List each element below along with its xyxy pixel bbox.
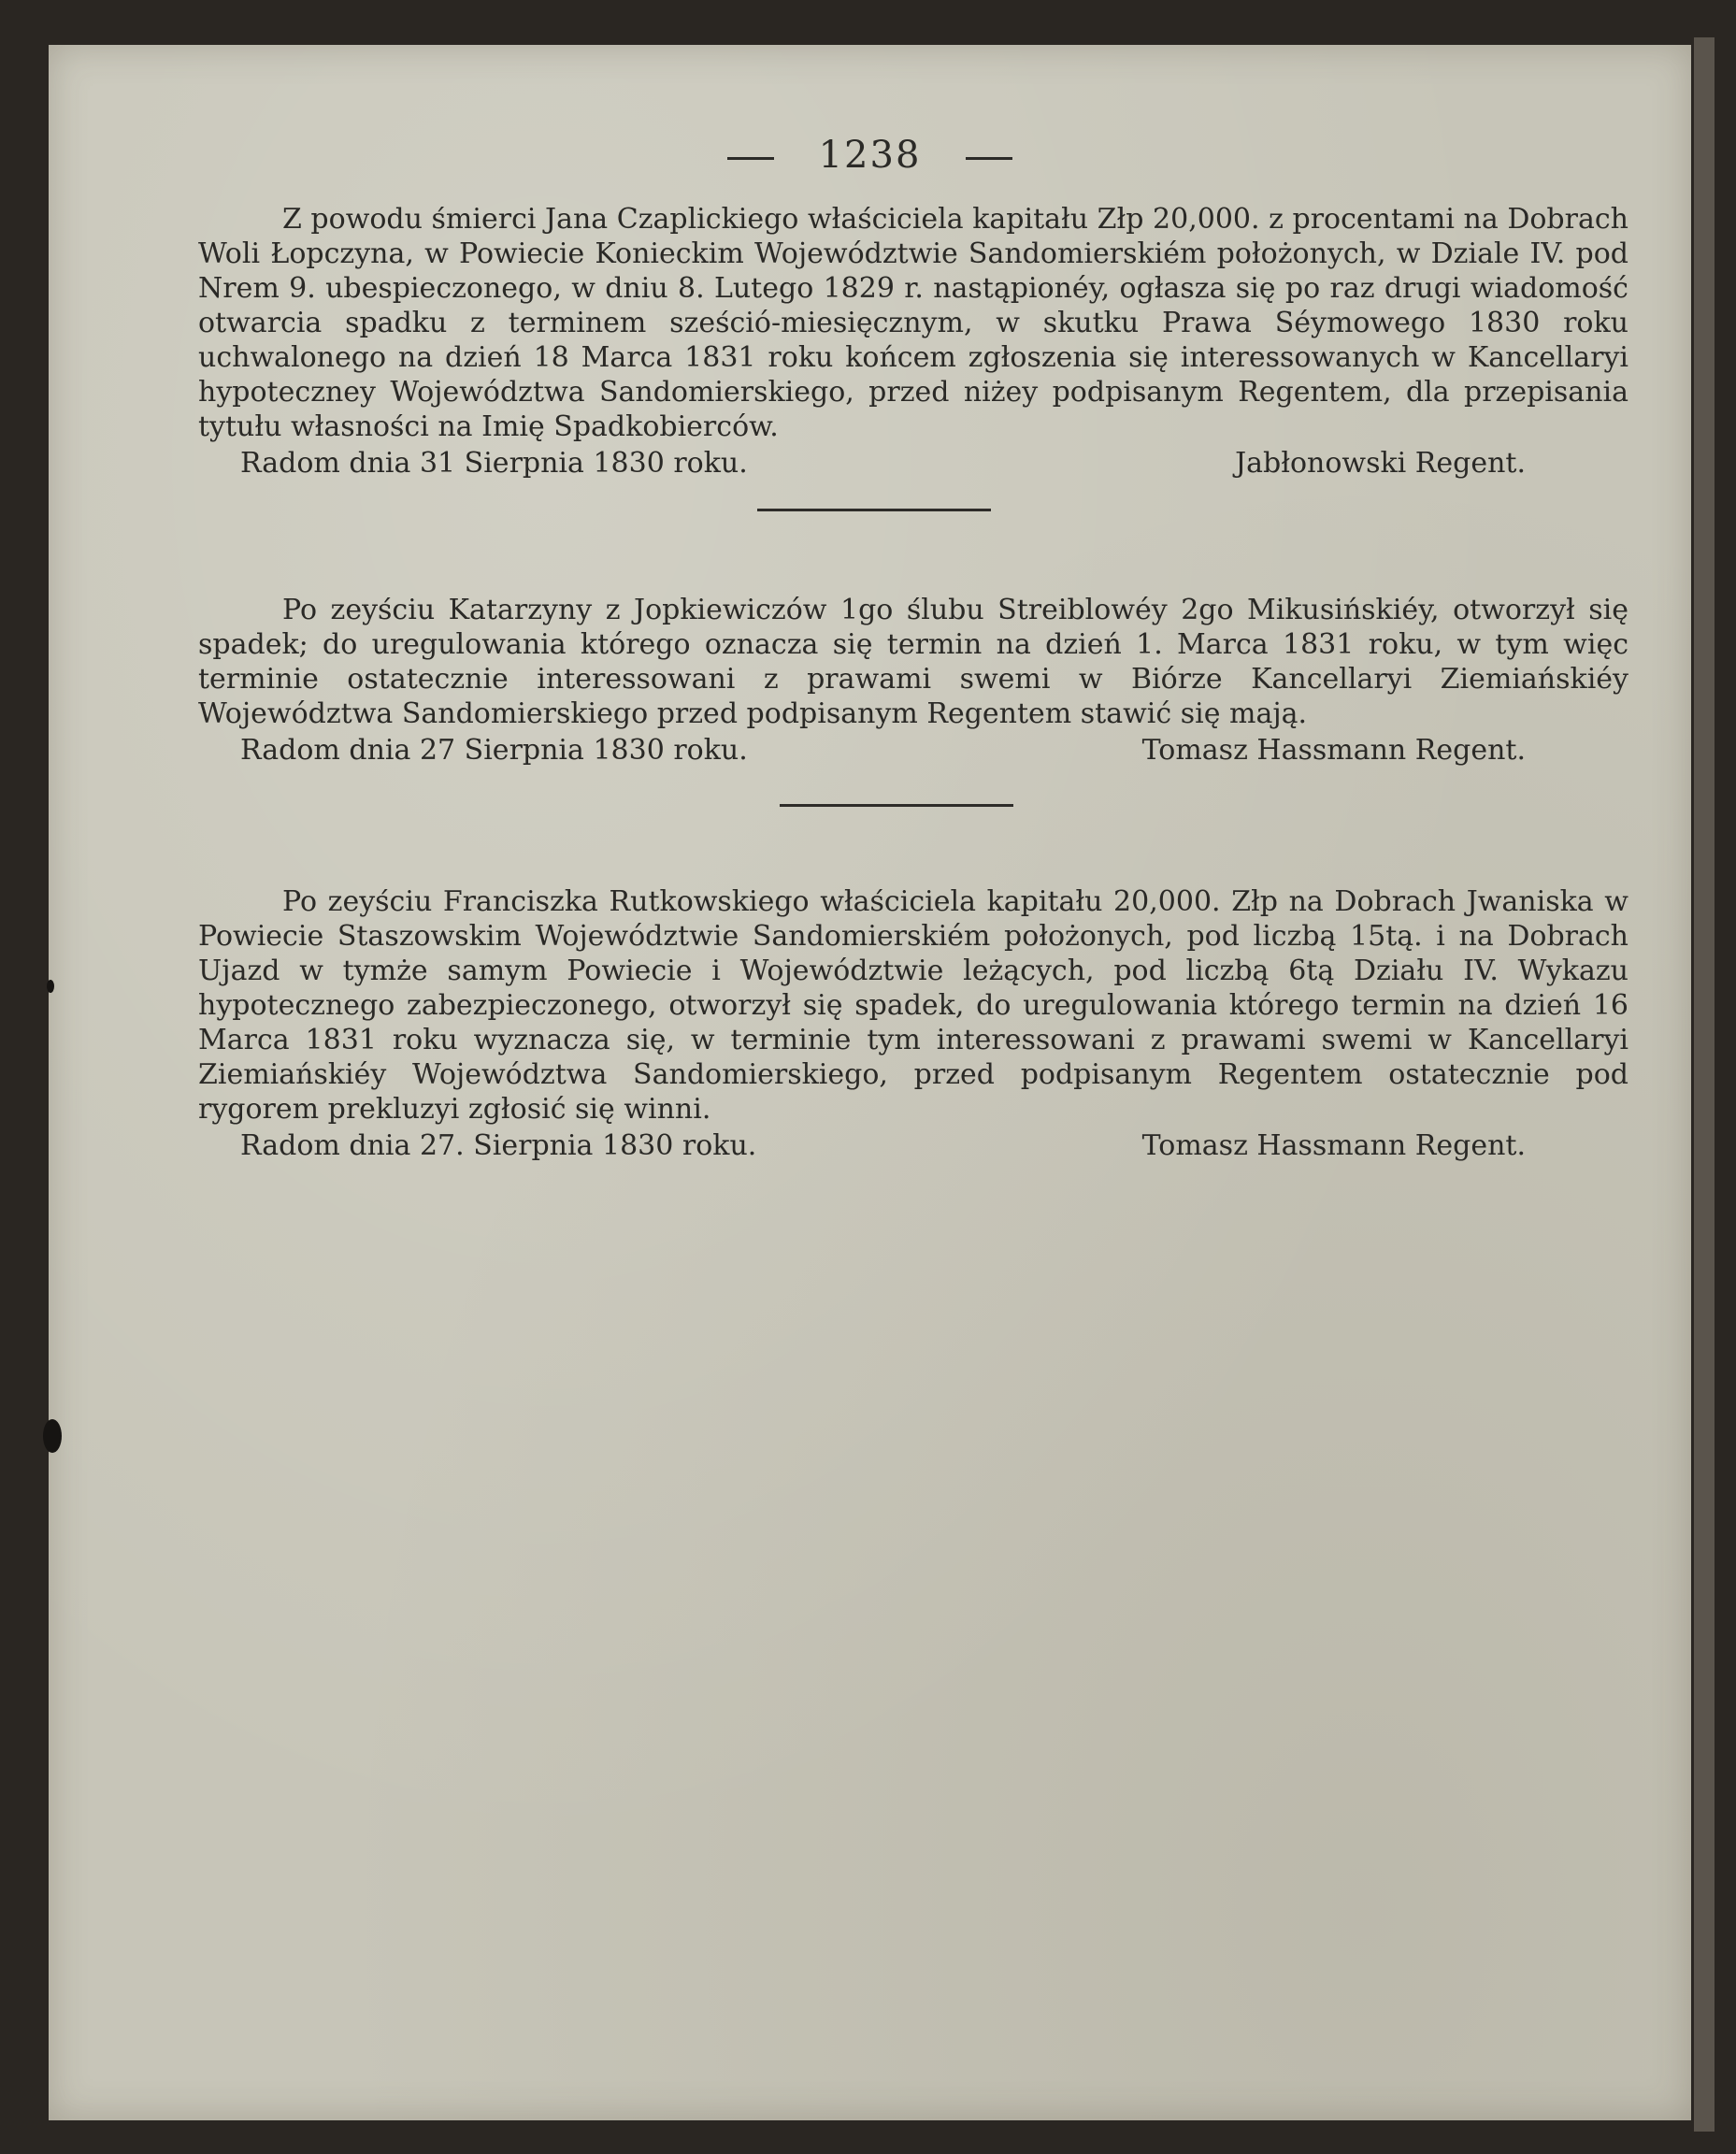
signature: Tomasz Hassmann Regent. — [1141, 734, 1526, 767]
header-dash-left — [727, 157, 774, 160]
ink-spot — [43, 1419, 62, 1453]
header-dash-right — [966, 157, 1012, 160]
notice-1 — [198, 202, 1628, 481]
notice-signature-line — [198, 446, 1628, 481]
notice-body: Po zeyściu Franciszka Rutkowskiego właściciela kapitału 20,000. Złp na Dobrach Jwaniska w Powiecie Staszowskim Województwie Sandomierskiém położonych, pod liczbą 15tą. i na Dobrach Ujazd w tymże samym Powiecie i Województwie leżących, pod liczbą 6tą Działu IV. Wykazu hypotecznego zabezpieczonego, otworzył się spadek, do uregulowania którego termin na dzień 16 Marca 1831 roku wyznacza się, w terminie tym interessowani z prawami swemi w Kancellaryi Ziemiańskiéy Województwa Sandomierskiego, przed podpisanym Regentem ostatecznie pod rygorem prekluzyi zgłosić się winni. — [198, 885, 1628, 1126]
signature: Jabłonowski Regent. — [1235, 447, 1526, 480]
notice-body: Z powodu śmierci Jana Czaplickiego właściciela kapitału Złp 20,000. z procentami na Dobrach Woli Łopczyna, w Powiecie Konieckim Województwie Sandomierskiém położonych, w Dziale IV. pod Nrem 9. ubespieczonego, w dniu 8. Lutego 1829 r. nastąpionéy, ogłasza się po raz drugi wiadomość otwarcia spadku z terminem sześció-miesięcznym, w skutku Prawa Séymowego 1830 roku uchwalonego na dzień 18 Marca 1831 roku końcem zgłoszenia się interessowanych w Kancellaryi hypoteczney Województwa Sandomierskiego, przed niżey podpisanym Regentem, dla przepisania tytułu własności na Imię Spadkobierców. — [198, 203, 1628, 443]
page-header — [49, 134, 1691, 177]
notice-body: Po zeyściu Katarzyny z Jopkiewiczów 1go ślubu Streiblowéy 2go Mikusińskiéy, otworzył się spadek; do uregulowania którego oznacza się termin na dzień 1. Marca 1831 roku, w tym więc terminie ostatecznie interessowani z prawami swemi w Biórze Kancellaryi Ziemiańskiéy Województwa Sandomierskiego przed podpisanym Regentem stawić się mają. — [198, 594, 1628, 730]
document-page — [49, 45, 1691, 2120]
section-divider — [780, 804, 1013, 807]
notice-signature-line — [198, 1128, 1628, 1164]
place-date: Radom dnia 27. Sierpnia 1830 roku. — [240, 1129, 757, 1162]
binding-edge — [1694, 37, 1714, 2132]
place-date: Radom dnia 31 Sierpnia 1830 roku. — [240, 447, 748, 480]
ink-spot — [47, 980, 54, 993]
notice-2 — [198, 593, 1628, 768]
signature: Tomasz Hassmann Regent. — [1141, 1129, 1526, 1162]
notice-signature-line — [198, 733, 1628, 768]
place-date: Radom dnia 27 Sierpnia 1830 roku. — [240, 734, 748, 767]
page-number: 1238 — [818, 134, 922, 177]
notice-3 — [198, 884, 1628, 1164]
section-divider — [757, 509, 991, 511]
